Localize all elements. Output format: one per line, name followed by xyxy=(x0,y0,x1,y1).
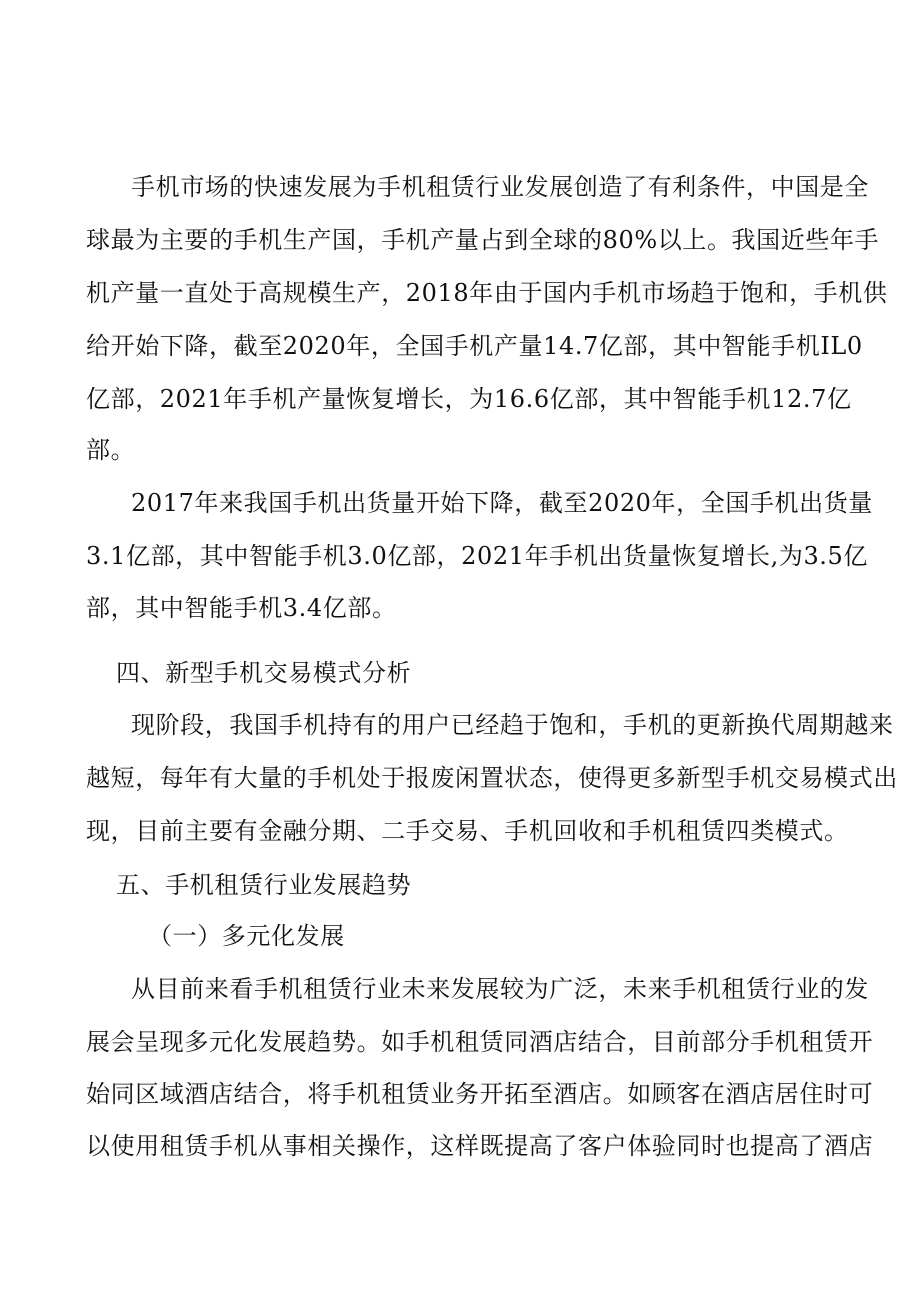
paragraph-3-line-2: 越短，每年有大量的手机处于报废闲置状态，使得更多新型手机交易模式出 xyxy=(86,764,898,792)
paragraph-3-line-3: 现，目前主要有金融分期、二手交易、手机回收和手机租赁四类模式。 xyxy=(86,817,849,845)
paragraph-1-line-5: 亿部，2021年手机产量恢复增长，为16.6亿部，其中智能手机12.7亿 xyxy=(86,385,852,413)
paragraph-4-line-1: 从目前来看手机租赁行业未来发展较为广泛，未来手机租赁行业的发 xyxy=(131,975,869,1003)
paragraph-2-line-1: 2017年来我国手机出货量开始下降，截至2020年，全国手机出货量 xyxy=(131,489,873,517)
paragraph-4-line-4: 以使用租赁手机从事相关操作，这样既提高了客户体验同时也提高了酒店 xyxy=(86,1132,874,1160)
subsection-heading-1: （一）多元化发展 xyxy=(148,922,345,950)
paragraph-4-line-3: 始同区域酒店结合，将手机租赁业务开拓至酒店。如顾客在酒店居住时可 xyxy=(86,1080,874,1108)
paragraph-2-line-3: 部，其中智能手机3.4亿部。 xyxy=(86,594,397,622)
section-heading-4: 四、新型手机交易模式分析 xyxy=(116,659,412,687)
paragraph-1-line-6: 部。 xyxy=(86,436,136,464)
paragraph-2-line-2: 3.1亿部，其中智能手机3.0亿部，2021年手机出货量恢复增长,为3.5亿 xyxy=(86,542,869,570)
section-heading-5: 五、手机租赁行业发展趋势 xyxy=(116,871,412,899)
paragraph-1-line-3: 机产量一直处于高规模生产，2018年由于国内手机市场趋于饱和，手机供 xyxy=(86,279,888,307)
paragraph-4-line-2: 展会呈现多元化发展趋势。如手机租赁同酒店结合，目前部分手机租赁开 xyxy=(86,1028,874,1056)
paragraph-1-line-4: 给开始下降，截至2020年，全国手机产量14.7亿部，其中智能手机IL0 xyxy=(86,332,863,360)
paragraph-3-line-1: 现阶段，我国手机持有的用户已经趋于饱和，手机的更新换代周期越来 xyxy=(131,711,894,739)
paragraph-1-line-2: 球最为主要的手机生产国，手机产量占到全球的80%以上。我国近些年手 xyxy=(86,226,880,254)
paragraph-1-line-1: 手机市场的快速发展为手机租赁行业发展创造了有利条件，中国是全 xyxy=(131,173,869,201)
